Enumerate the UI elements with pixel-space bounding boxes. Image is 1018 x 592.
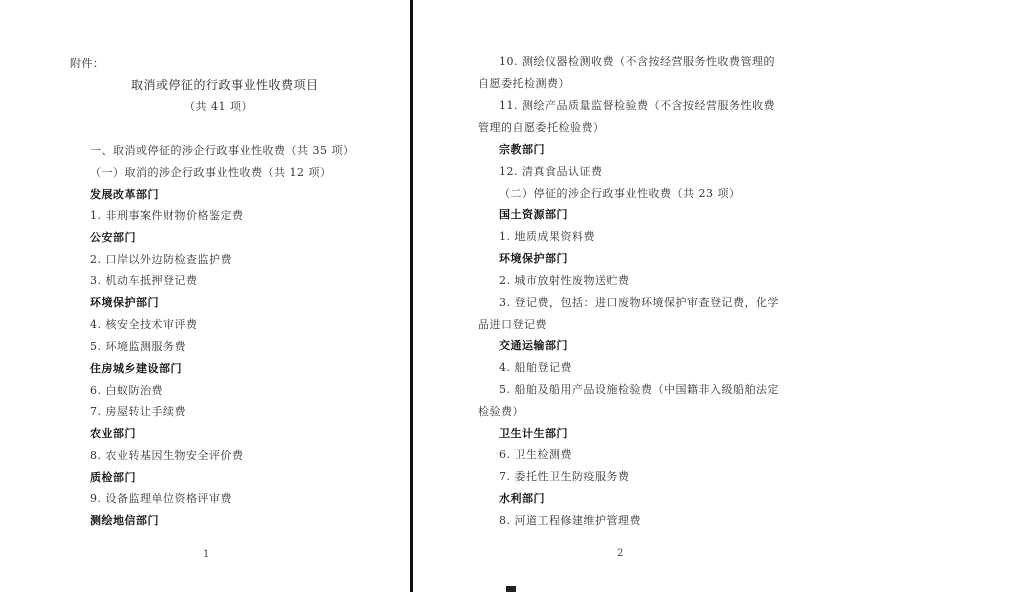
document-page-2 [414, 0, 1018, 592]
document-title: 取消或停征的行政事业性收费项目 [131, 78, 319, 92]
fee-item: 2. 城市放射性废物送贮费 [499, 274, 630, 287]
fee-item-continued: 管理的自愿委托检验费） [478, 121, 605, 134]
fee-item: 11. 测绘产品质量监督检验费（不含按经营服务性收费 [499, 99, 775, 112]
department-heading: 农业部门 [90, 427, 136, 440]
fee-item: 7. 房屋转让手续费 [90, 405, 186, 418]
fee-item: 3. 登记费，包括：进口废物环境保护审查登记费，化学 [499, 296, 779, 309]
fee-item: 10. 测绘仪器检测收费（不含按经营服务性收费管理的 [499, 55, 775, 68]
page-number: 2 [617, 548, 624, 559]
fee-item: 5. 船舶及船用产品设施检验费（中国籍非入级船舶法定 [499, 383, 779, 396]
department-heading: 住房城乡建设部门 [90, 362, 182, 375]
fee-item: 6. 卫生检测费 [499, 448, 572, 461]
department-heading: 质检部门 [90, 471, 136, 484]
department-heading: 测绘地信部门 [90, 514, 159, 527]
item-count: （共 41 项） [184, 100, 253, 113]
department-heading: 宗教部门 [499, 143, 545, 156]
subsection-heading: （二）停征的涉企行政事业性收费（共 23 项） [499, 187, 741, 200]
fee-item: 8. 河道工程修建维护管理费 [499, 514, 641, 527]
fee-item-continued: 检验费） [478, 405, 524, 418]
subsection-heading: （一）取消的涉企行政事业性收费（共 12 项） [90, 166, 332, 179]
department-heading: 国土资源部门 [499, 208, 568, 221]
department-heading: 环境保护部门 [90, 296, 159, 309]
attachment-label: 附件： [70, 57, 105, 70]
fee-item: 1. 非刑事案件财物价格鉴定费 [90, 209, 244, 222]
department-heading: 卫生计生部门 [499, 427, 568, 440]
scan-mark [506, 586, 516, 592]
department-heading: 环境保护部门 [499, 252, 568, 265]
page-number: 1 [203, 549, 210, 560]
fee-item: 7. 委托性卫生防疫服务费 [499, 470, 630, 483]
document-page-1 [0, 0, 410, 592]
department-heading: 水利部门 [499, 492, 545, 505]
fee-item: 12. 清真食品认证费 [499, 165, 603, 178]
department-heading: 发展改革部门 [90, 188, 159, 201]
page-divider [410, 0, 413, 592]
department-heading: 公安部门 [90, 231, 136, 244]
fee-item-continued: 品进口登记费 [478, 318, 547, 331]
fee-item: 9. 设备监理单位资格评审费 [90, 492, 232, 505]
fee-item-continued: 自愿委托检测费） [478, 77, 570, 90]
fee-item: 4. 船舶登记费 [499, 361, 572, 374]
fee-item: 3. 机动车抵押登记费 [90, 274, 198, 287]
fee-item: 6. 白蚁防治费 [90, 384, 163, 397]
fee-item: 2. 口岸以外边防检查监护费 [90, 253, 232, 266]
section-heading: 一、取消或停征的涉企行政事业性收费（共 35 项） [90, 144, 355, 157]
fee-item: 8. 农业转基因生物安全评价费 [90, 449, 244, 462]
fee-item: 4. 核安全技术审评费 [90, 318, 198, 331]
fee-item: 1. 地质成果资料费 [499, 230, 595, 243]
department-heading: 交通运输部门 [499, 339, 568, 352]
fee-item: 5. 环境监测服务费 [90, 340, 186, 353]
